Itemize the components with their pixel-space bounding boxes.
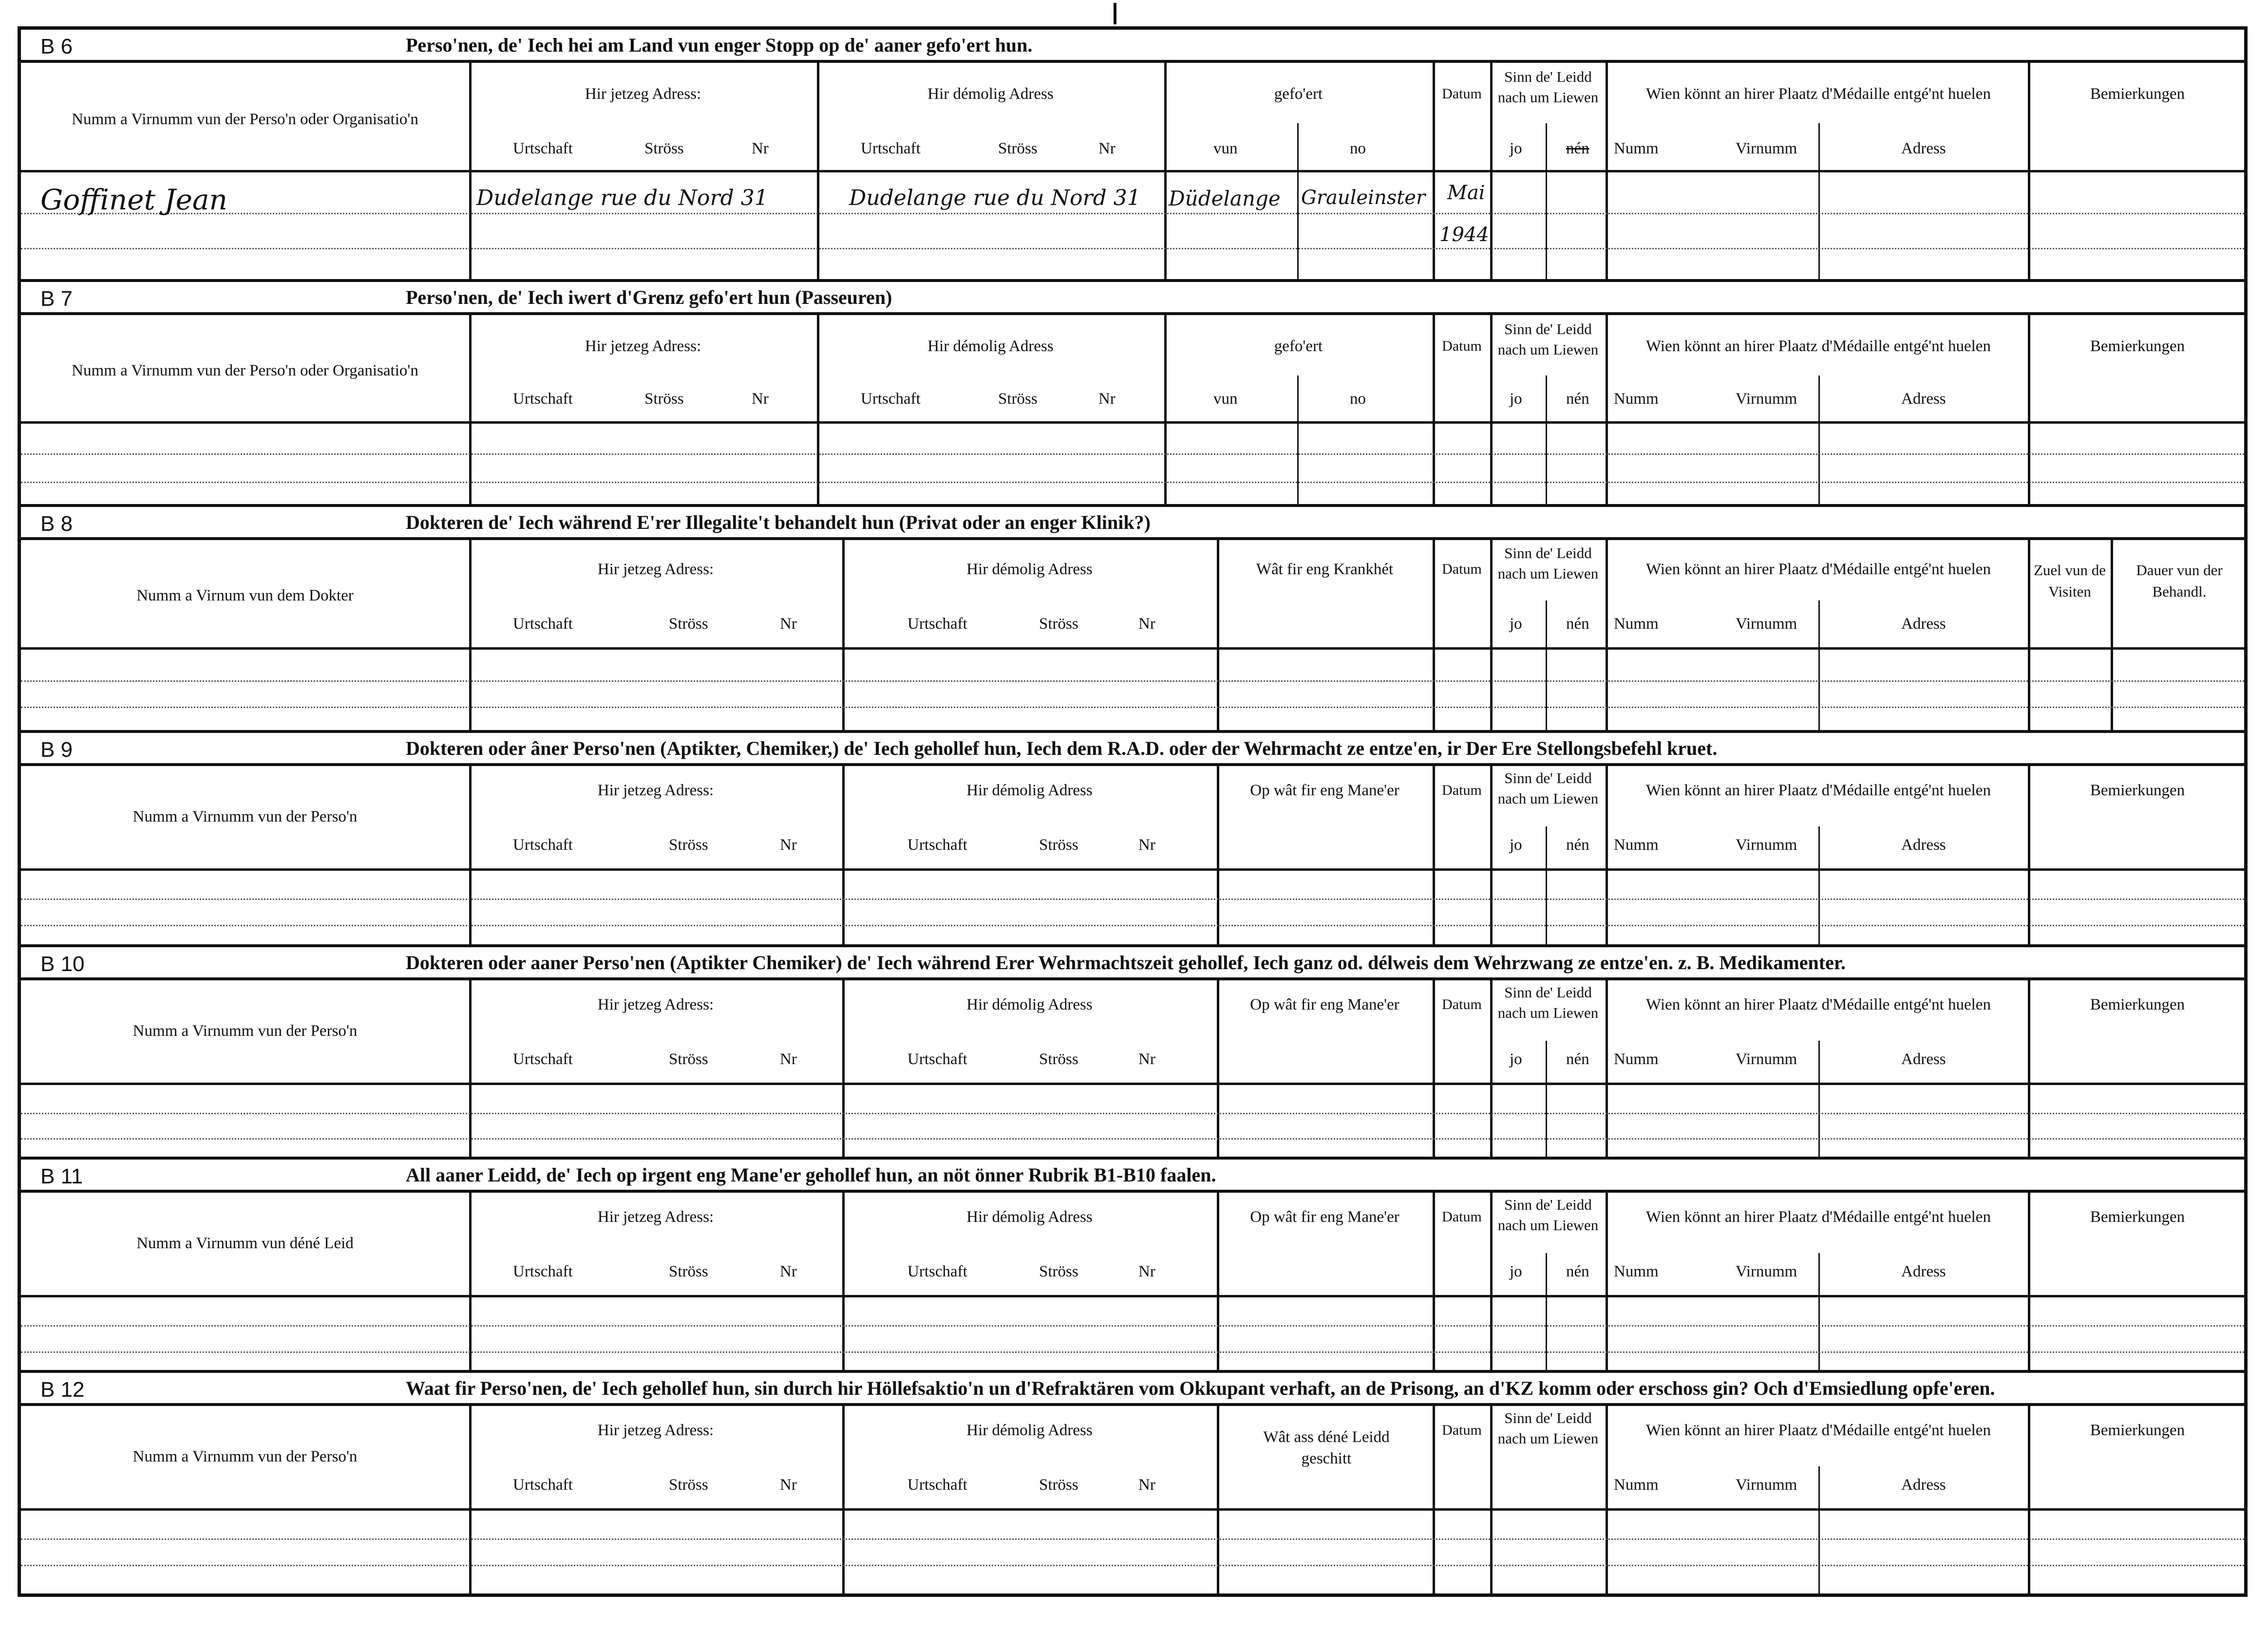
table-rule xyxy=(1606,540,1608,733)
yes-label: jo xyxy=(1510,390,1522,408)
table-rule xyxy=(1546,1041,1547,1160)
medal-header: Wien könnt an hirer Plaatz d'Médaille entgé'nt huelen xyxy=(1646,85,1991,103)
street-label: Ströss xyxy=(1039,836,1078,854)
surname-label: Numm xyxy=(1614,1050,1659,1068)
address-label: Adress xyxy=(1901,615,1946,633)
name-header: Numm a Virnumm vun der Perso'n oder Organisatio'n xyxy=(72,362,418,379)
no-label: nén xyxy=(1566,1050,1589,1068)
section-code: B 7 xyxy=(40,287,73,311)
entry-date-month: Mai xyxy=(1447,182,1485,204)
current-address-header: Hir jetzeg Adress: xyxy=(585,337,701,355)
page-top-mark xyxy=(1114,3,1116,24)
dotted-writing-line xyxy=(21,1538,2244,1540)
remarks-header: Bemierkungen xyxy=(2090,782,2185,799)
dotted-writing-line xyxy=(21,248,2244,249)
current-address-header: Hir jetzeg Adress: xyxy=(597,782,714,799)
no-label: nén xyxy=(1566,1263,1589,1280)
medal-header: Wien könnt an hirer Plaatz d'Médaille entgé'nt huelen xyxy=(1646,561,1991,578)
section-b11 xyxy=(21,1160,2244,1373)
date-header: Datum xyxy=(1442,1209,1482,1225)
entry-former-address: Dudelange rue du Nord 31 xyxy=(849,186,1141,210)
entry-date-year: 1944 xyxy=(1439,224,1489,246)
section-header xyxy=(21,947,2244,980)
locality-label: Urtschaft xyxy=(861,390,921,408)
section-header xyxy=(21,30,2244,63)
how-header: Op wât fir eng Mane'er xyxy=(1250,996,1399,1013)
firstname-label: Virnumm xyxy=(1736,1476,1797,1494)
street-label: Ströss xyxy=(669,1476,708,1494)
locality-label: Urtschaft xyxy=(513,1050,573,1068)
dotted-writing-line xyxy=(21,1113,2244,1114)
table-rule xyxy=(1546,826,1547,947)
how-header: Op wât fir eng Mane'er xyxy=(1250,782,1399,799)
former-address-header: Hir démolig Adress xyxy=(966,782,1093,799)
name-header: Numm a Virnumm vun déné Leid xyxy=(136,1235,354,1252)
table-rule xyxy=(21,170,2244,172)
section-b9 xyxy=(21,733,2244,947)
firstname-label: Virnumm xyxy=(1736,390,1797,408)
table-rule xyxy=(1818,1466,1820,1593)
table-rule xyxy=(21,421,2244,424)
table-rule xyxy=(1490,540,1493,733)
section-b6 xyxy=(21,30,2244,282)
street-label: Ströss xyxy=(1039,1476,1078,1494)
yes-label: jo xyxy=(1510,1050,1522,1068)
no-label: nén xyxy=(1566,140,1589,157)
table-rule xyxy=(1606,766,1608,947)
section-b7 xyxy=(21,282,2244,507)
table-rule xyxy=(1606,980,1608,1160)
no-label: nén xyxy=(1566,390,1589,408)
form-page xyxy=(18,26,2248,1597)
illness-header: Wât fir eng Krankhét xyxy=(1256,561,1394,578)
former-address-header: Hir démolig Adress xyxy=(966,1422,1093,1439)
table-rule xyxy=(1546,600,1547,733)
medal-header: Wien könnt an hirer Plaatz d'Médaille entgé'nt huelen xyxy=(1646,1208,1991,1226)
dotted-writing-line xyxy=(21,925,2244,926)
table-rule xyxy=(1490,1193,1493,1373)
table-rule xyxy=(1606,315,1608,507)
visits-header: Zuel vun de Visiten xyxy=(2033,562,2106,600)
locality-label: Urtschaft xyxy=(513,615,573,633)
meaning-header: Sinn de' Leidd nach um Liewen xyxy=(1497,320,1599,358)
address-label: Adress xyxy=(1901,390,1946,408)
table-rule xyxy=(1490,980,1493,1160)
street-label: Ströss xyxy=(669,836,708,854)
surname-label: Numm xyxy=(1614,140,1659,157)
number-label: Nr xyxy=(1098,390,1115,408)
locality-label: Urtschaft xyxy=(513,836,573,854)
table-rule xyxy=(1297,123,1299,282)
number-label: Nr xyxy=(1138,1263,1155,1280)
surname-label: Numm xyxy=(1614,390,1659,408)
street-label: Ströss xyxy=(1039,1050,1078,1068)
locality-label: Urtschaft xyxy=(907,615,967,633)
name-header: Numm a Virnumm vun der Perso'n xyxy=(132,1448,358,1465)
locality-label: Urtschaft xyxy=(513,390,573,408)
table-rule xyxy=(21,868,2244,871)
firstname-label: Virnumm xyxy=(1736,1263,1797,1280)
firstname-label: Virnumm xyxy=(1736,615,1797,633)
street-label: Ströss xyxy=(1039,1263,1078,1280)
section-b10 xyxy=(21,947,2244,1160)
section-code: B 6 xyxy=(40,35,73,58)
entry-to: Grauleinster xyxy=(1301,187,1426,209)
surname-label: Numm xyxy=(1614,836,1659,854)
section-title: Dokteren de' Iech während E'rer Illegalite't behandelt hun (Privat oder an enger Klinik?) xyxy=(406,511,1151,533)
dotted-writing-line xyxy=(21,453,2244,455)
number-label: Nr xyxy=(780,1050,797,1068)
section-b12 xyxy=(21,1373,2244,1593)
name-header: Numm a Virnumm vun der Perso'n oder Organisatio'n xyxy=(72,111,418,128)
yes-label: jo xyxy=(1510,615,1522,633)
section-title: Perso'nen, de' Iech iwert d'Grenz gefo'ert hun (Passeuren) xyxy=(406,286,892,308)
section-title: Waat fir Perso'nen, de' Iech gehollef hun, sin durch hir Höllefsaktio'n un d'Refraktären vom Okkupant verhaft, an de Prisong, an d'KZ komm oder erschoss gin? Och d'Emsiedlung opfe'eren. xyxy=(406,1377,1995,1399)
entry-from: Düdelange xyxy=(1169,187,1281,210)
from-label: vun xyxy=(1213,390,1238,408)
dotted-writing-line xyxy=(21,1351,2244,1353)
dotted-writing-line xyxy=(21,899,2244,900)
remarks-header: Bemierkungen xyxy=(2090,1422,2185,1439)
name-header: Numm a Virnum vun dem Dokter xyxy=(136,587,354,604)
locality-label: Urtschaft xyxy=(513,1476,573,1494)
to-label: no xyxy=(1350,390,1366,408)
number-label: Nr xyxy=(780,1263,797,1280)
former-address-header: Hir démolig Adress xyxy=(927,337,1054,355)
number-label: Nr xyxy=(1138,836,1155,854)
street-label: Ströss xyxy=(644,140,684,157)
dotted-writing-line xyxy=(21,680,2244,682)
remarks-header: Bemierkungen xyxy=(2090,85,2185,103)
table-rule xyxy=(1297,375,1299,507)
firstname-label: Virnumm xyxy=(1736,1050,1797,1068)
section-code: B 12 xyxy=(40,1378,85,1402)
from-label: vun xyxy=(1213,140,1238,157)
locality-label: Urtschaft xyxy=(907,1263,967,1280)
table-rule xyxy=(21,1508,2244,1511)
section-header xyxy=(21,282,2244,315)
how-header: Op wât fir eng Mane'er xyxy=(1250,1208,1399,1226)
no-label: nén xyxy=(1566,615,1589,633)
number-label: Nr xyxy=(1138,1476,1155,1494)
table-rule xyxy=(2028,540,2030,733)
firstname-label: Virnumm xyxy=(1736,140,1797,157)
table-rule xyxy=(1818,123,1820,282)
section-code: B 8 xyxy=(40,512,73,536)
what-happened-header: Wât ass déné Leidd geschitt xyxy=(1263,1428,1390,1467)
table-rule xyxy=(1606,1193,1608,1373)
meaning-header: Sinn de' Leidd nach um Liewen xyxy=(1497,1196,1599,1234)
number-label: Nr xyxy=(780,615,797,633)
date-header: Datum xyxy=(1442,782,1482,798)
firstname-label: Virnumm xyxy=(1736,836,1797,854)
former-address-header: Hir démolig Adress xyxy=(927,85,1054,103)
section-header xyxy=(21,733,2244,766)
to-label: no xyxy=(1350,140,1366,157)
current-address-header: Hir jetzeg Adress: xyxy=(585,85,701,103)
entry-name: Goffinet Jean xyxy=(40,183,227,216)
section-title: All aaner Leidd, de' Iech op irgent eng Mane'er gehollef hun, an nöt önner Rubrik B1-B10 faalen. xyxy=(406,1164,1216,1186)
meaning-header: Sinn de' Leidd nach um Liewen xyxy=(1497,984,1599,1021)
date-header: Datum xyxy=(1442,338,1482,354)
section-code: B 11 xyxy=(40,1164,83,1188)
section-title: Perso'nen, de' Iech hei am Land vun enger Stopp op de' aaner gefo'ert hun. xyxy=(406,34,1033,56)
date-header: Datum xyxy=(1442,996,1482,1012)
medal-header: Wien könnt an hirer Plaatz d'Médaille entgé'nt huelen xyxy=(1646,996,1991,1013)
section-header xyxy=(21,1373,2244,1406)
meaning-header: Sinn de' Leidd nach um Liewen xyxy=(1497,769,1599,807)
section-title: Dokteren oder âner Perso'nen (Aptikter, Chemiker,) de' Iech gehollef hun, Iech dem R.A.D. oder der Wehrmacht ze entze'en, ir Der Ere Stellongsbefehl kruet. xyxy=(406,737,1718,759)
dotted-writing-line xyxy=(21,213,2244,214)
current-address-header: Hir jetzeg Adress: xyxy=(597,561,714,578)
section-header xyxy=(21,1160,2244,1193)
address-label: Adress xyxy=(1901,1476,1946,1494)
table-rule xyxy=(1546,375,1547,507)
number-label: Nr xyxy=(752,390,769,408)
former-address-header: Hir démolig Adress xyxy=(966,561,1093,578)
meaning-header: Sinn de' Leidd nach um Liewen xyxy=(1497,1409,1599,1447)
section-b8 xyxy=(21,507,2244,733)
street-label: Ströss xyxy=(998,140,1038,157)
surname-label: Numm xyxy=(1614,1263,1659,1280)
dotted-writing-line xyxy=(21,482,2244,483)
entry-current-address: Dudelange rue du Nord 31 xyxy=(476,186,768,210)
table-rule xyxy=(1546,123,1547,282)
duration-header: Dauer vun der Behandl. xyxy=(2136,562,2223,600)
dotted-writing-line xyxy=(21,1138,2244,1140)
former-address-header: Hir démolig Adress xyxy=(966,1208,1093,1226)
table-rule xyxy=(1546,1253,1547,1373)
table-rule xyxy=(1818,375,1820,507)
remarks-header: Bemierkungen xyxy=(2090,1208,2185,1226)
date-header: Datum xyxy=(1442,1422,1482,1438)
street-label: Ströss xyxy=(644,390,684,408)
number-label: Nr xyxy=(780,1476,797,1494)
locality-label: Urtschaft xyxy=(907,1476,967,1494)
street-label: Ströss xyxy=(669,1263,708,1280)
meaning-header: Sinn de' Leidd nach um Liewen xyxy=(1497,544,1599,582)
section-code: B 10 xyxy=(40,952,85,976)
transported-header: gefo'ert xyxy=(1274,85,1323,103)
remarks-header: Bemierkungen xyxy=(2090,337,2185,355)
current-address-header: Hir jetzeg Adress: xyxy=(597,1208,714,1226)
meaning-header: Sinn de' Leidd nach um Liewen xyxy=(1497,68,1599,106)
number-label: Nr xyxy=(780,836,797,854)
number-label: Nr xyxy=(1138,1050,1155,1068)
locality-label: Urtschaft xyxy=(513,1263,573,1280)
name-header: Numm a Virnumm vun der Perso'n xyxy=(132,1022,358,1040)
number-label: Nr xyxy=(1138,615,1155,633)
surname-label: Numm xyxy=(1614,1476,1659,1494)
address-label: Adress xyxy=(1901,836,1946,854)
table-rule xyxy=(21,1295,2244,1297)
table-rule xyxy=(1490,766,1493,947)
locality-label: Urtschaft xyxy=(907,1050,967,1068)
section-title: Dokteren oder aaner Perso'nen (Aptikter Chemiker) de' Iech während Erer Wehrmachtszeit gehollef, Iech ganz od. délweis dem Wehrzwang ze entze'en. z. B. Medikamenter. xyxy=(406,952,1846,974)
current-address-header: Hir jetzeg Adress: xyxy=(597,1422,714,1439)
date-header: Datum xyxy=(1442,561,1482,577)
street-label: Ströss xyxy=(669,615,708,633)
section-code: B 9 xyxy=(40,738,73,762)
remarks-header: Bemierkungen xyxy=(2090,996,2185,1013)
number-label: Nr xyxy=(1098,140,1115,157)
medal-header: Wien könnt an hirer Plaatz d'Médaille entgé'nt huelen xyxy=(1646,782,1991,799)
locality-label: Urtschaft xyxy=(861,140,921,157)
dotted-writing-line xyxy=(21,1565,2244,1566)
dotted-writing-line xyxy=(21,707,2244,708)
table-rule xyxy=(21,1083,2244,1085)
locality-label: Urtschaft xyxy=(907,836,967,854)
yes-label: jo xyxy=(1510,1263,1522,1280)
locality-label: Urtschaft xyxy=(513,140,573,157)
table-rule xyxy=(1818,1041,1820,1160)
date-header: Datum xyxy=(1442,86,1482,102)
dotted-writing-line xyxy=(21,1325,2244,1327)
surname-label: Numm xyxy=(1614,615,1659,633)
current-address-header: Hir jetzeg Adress: xyxy=(597,996,714,1013)
table-rule xyxy=(1818,1253,1820,1373)
former-address-header: Hir démolig Adress xyxy=(966,996,1093,1013)
table-rule xyxy=(1818,600,1820,733)
section-header xyxy=(21,507,2244,540)
transported-header: gefo'ert xyxy=(1274,337,1323,355)
street-label: Ströss xyxy=(1039,615,1078,633)
medal-header: Wien könnt an hirer Plaatz d'Médaille entgé'nt huelen xyxy=(1646,1422,1991,1439)
street-label: Ströss xyxy=(998,390,1038,408)
table-rule xyxy=(2111,540,2113,733)
no-label: nén xyxy=(1566,836,1589,854)
address-label: Adress xyxy=(1901,140,1946,157)
address-label: Adress xyxy=(1901,1050,1946,1068)
number-label: Nr xyxy=(752,140,769,157)
table-rule xyxy=(21,647,2244,650)
yes-label: jo xyxy=(1510,836,1522,854)
name-header: Numm a Virnumm vun der Perso'n xyxy=(132,808,358,825)
medal-header: Wien könnt an hirer Plaatz d'Médaille entgé'nt huelen xyxy=(1646,337,1991,355)
table-rule xyxy=(1490,315,1493,507)
table-rule xyxy=(1818,826,1820,947)
address-label: Adress xyxy=(1901,1263,1946,1280)
yes-label: jo xyxy=(1510,140,1522,157)
street-label: Ströss xyxy=(669,1050,708,1068)
